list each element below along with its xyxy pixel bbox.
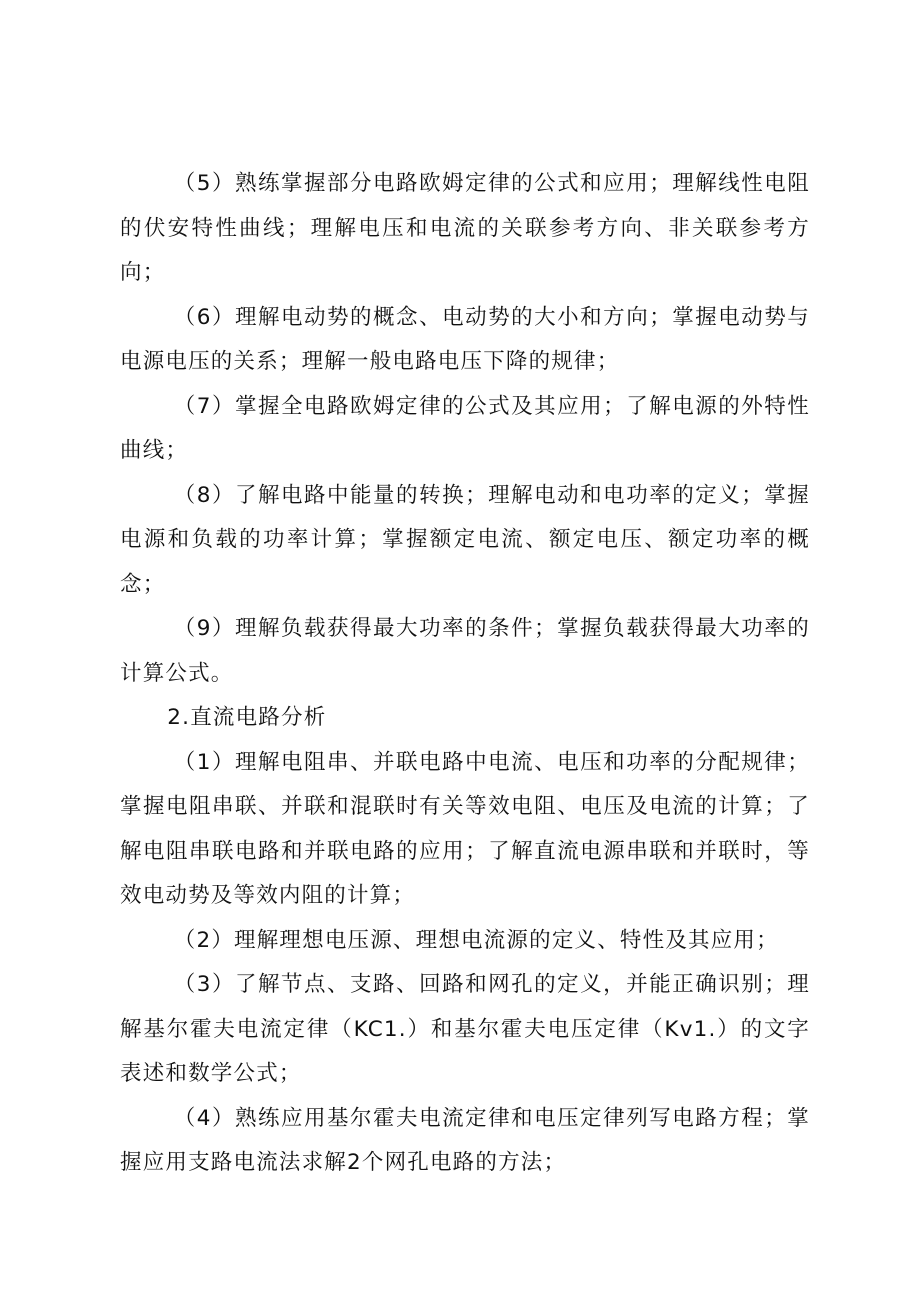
paragraph-3-kirchhoff-laws: （3）了解节点、支路、回路和网孔的定义，并能正确识别；理解基尔霍夫电流定律（KC1.）和基尔霍夫电压定律（Kv1.）的文字表述和数学公式； — [120, 972, 810, 1086]
paragraph-6-emf: （6）理解电动势的概念、电动势的大小和方向；掌握电动势与电源电压的关系；理解一般电路电压下降的规律； — [120, 304, 810, 374]
paragraph-7-full-circuit-ohms-law: （7）掌握全电路欧姆定律的公式及其应用；了解电源的外特性曲线； — [120, 393, 810, 463]
document-body — [120, 162, 810, 1186]
section-heading-dc-circuit-analysis: 2.直流电路分析 — [167, 705, 327, 730]
paragraph-4-branch-current-method: （4）熟练应用基尔霍夫电流定律和电压定律列写电路方程；掌握应用支路电流法求解2个网孔电路的方法； — [120, 1105, 810, 1175]
paragraph-5-ohms-law: （5）熟练掌握部分电路欧姆定律的公式和应用；理解线性电阻的伏安特性曲线；理解电压和电流的关联参考方向、非关联参考方向； — [120, 171, 810, 285]
paragraph-9-max-power: （9）理解负载获得最大功率的条件；掌握负载获得最大功率的计算公式。 — [120, 616, 810, 686]
paragraph-2-ideal-sources: （2）理解理想电压源、理想电流源的定义、特性及其应用； — [173, 927, 779, 953]
paragraph-1-series-parallel: （1）理解电阻串、并联电路中电流、电压和功率的分配规律；掌握电阻串联、并联和混联时有关等效电阻、电压及电流的计算；了解电阻串联电路和并联电路的应用；了解直流电源串联和并联时，等效电动势及等效内阻的计算； — [120, 749, 810, 908]
paragraph-8-energy-power: （8）了解电路中能量的转换；理解电动和电功率的定义；掌握电源和负载的功率计算；掌握额定电流、额定电压、额定功率的概念； — [120, 482, 810, 597]
